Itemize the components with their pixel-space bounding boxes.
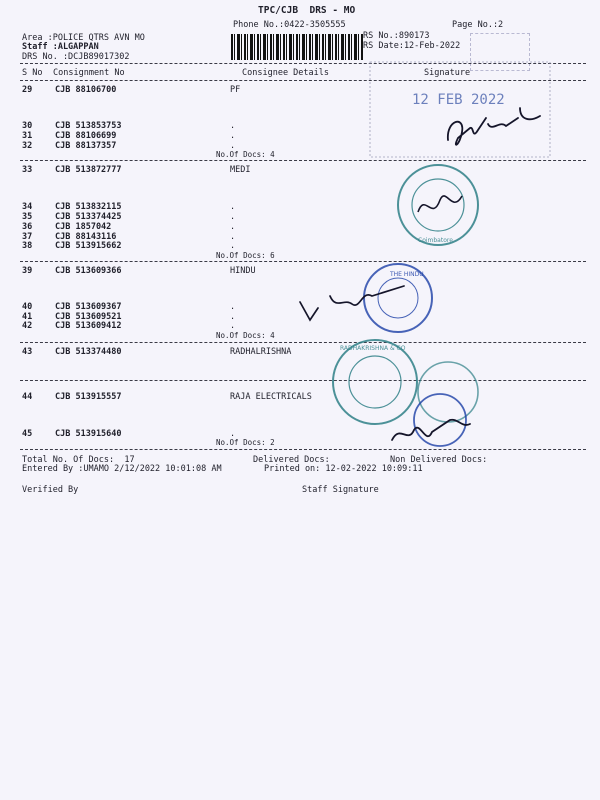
- row-sno: 45: [22, 429, 33, 439]
- row-sno: 37: [22, 232, 33, 242]
- row-sno: 35: [22, 212, 33, 222]
- date-stamp: 12 FEB 2022: [412, 92, 505, 108]
- printed-on: Printed on: 12-02-2022 10:09:11: [264, 464, 423, 474]
- row-consignee: .: [230, 212, 236, 222]
- phone-number: Phone No.:0422-3505555: [233, 20, 346, 30]
- area-label: Area :POLICE QTRS AVN MO: [22, 33, 145, 43]
- row-consignee: PF: [230, 85, 241, 95]
- col-signature: Signature: [424, 68, 471, 78]
- row-consignee: .: [230, 241, 236, 251]
- row-consignment: CJB 513609366: [55, 266, 122, 276]
- row-sno: 42: [22, 321, 33, 331]
- row-consignee: .: [230, 121, 236, 131]
- row-sno: 33: [22, 165, 33, 175]
- row-consignment: CJB 513915557: [55, 392, 122, 402]
- row-consignee: .: [230, 222, 236, 232]
- row-consignee: .: [230, 312, 236, 322]
- row-consignment: CJB 513374425: [55, 212, 122, 222]
- row-sno: 36: [22, 222, 33, 232]
- docs-count: No.Of Docs: 2: [216, 438, 275, 447]
- signature-3: [300, 286, 404, 320]
- seal-2-inner: [378, 278, 418, 318]
- row-sno: 43: [22, 347, 33, 357]
- row-consignment: CJB 88143116: [55, 232, 117, 242]
- row-consignee: .: [230, 141, 236, 151]
- row-consignment: CJB 513832115: [55, 202, 122, 212]
- row-consignment: CJB 513915662: [55, 241, 122, 251]
- seal-3-inner: [349, 356, 401, 408]
- row-consignee: .: [230, 202, 236, 212]
- non-delivered-docs: Non Delivered Docs:: [390, 455, 488, 465]
- row-consignee: MEDI: [230, 165, 251, 175]
- row-consignee: RAJA ELECTRICALS: [230, 392, 312, 402]
- seal-3-outer: [333, 340, 417, 424]
- row-consignment: CJB 513609412: [55, 321, 122, 331]
- staff-signature: Staff Signature: [302, 485, 379, 495]
- seal-1-text: Coimbatore: [418, 237, 453, 244]
- row-consignee: .: [230, 321, 236, 331]
- docs-count: No.Of Docs: 4: [216, 150, 275, 159]
- col-consignee: Consignee Details: [242, 68, 329, 78]
- faint-box: [370, 62, 550, 157]
- row-sno: 40: [22, 302, 33, 312]
- row-consignment: CJB 513915640: [55, 429, 122, 439]
- page-number: Page No.:2: [452, 20, 504, 30]
- sheet-title: TPC/CJB DRS - MO: [258, 5, 356, 16]
- row-consignment: CJB 88137357: [55, 141, 117, 151]
- row-consignee: .: [230, 302, 236, 312]
- entered-by: Entered By :UMAMO 2/12/2022 10:01:08 AM: [22, 464, 222, 474]
- row-sno: 41: [22, 312, 33, 322]
- signature-4: [392, 420, 470, 440]
- row-consignment: CJB 513853753: [55, 121, 122, 131]
- verified-by: Verified By: [22, 485, 79, 495]
- row-consignee: .: [230, 131, 236, 141]
- signature-1: [448, 108, 540, 145]
- row-sno: 31: [22, 131, 33, 141]
- row-sno: 30: [22, 121, 33, 131]
- delivered-docs: Delivered Docs:: [253, 455, 330, 465]
- row-sno: 34: [22, 202, 33, 212]
- row-consignee: RADHALRISHNA: [230, 347, 292, 357]
- row-sno: 32: [22, 141, 33, 151]
- total-docs: Total No. Of Docs: 17: [22, 455, 135, 465]
- rs-number: RS No.:890173: [363, 31, 430, 41]
- row-sno: 38: [22, 241, 33, 251]
- row-consignment: CJB 88106700: [55, 85, 117, 95]
- row-consignment: CJB 513374480: [55, 347, 122, 357]
- row-consignment: CJB 88106699: [55, 131, 117, 141]
- seal-4-outer: [418, 362, 478, 422]
- row-consignment: CJB 513872777: [55, 165, 122, 175]
- docs-count: No.Of Docs: 6: [216, 251, 275, 260]
- row-sno: 44: [22, 392, 33, 402]
- docs-count: No.Of Docs: 4: [216, 331, 275, 340]
- signature-2: [418, 196, 462, 212]
- row-consignment: CJB 513609367: [55, 302, 122, 312]
- row-sno: 29: [22, 85, 33, 95]
- staff-label: Staff :ALGAPPAN: [22, 42, 99, 52]
- row-consignee: .: [230, 429, 236, 439]
- seal-2-text: THE HINDU: [390, 271, 424, 278]
- row-consignee: HINDU: [230, 266, 256, 276]
- seal-3-text: RADHAKRISHNA & CO: [340, 345, 406, 352]
- row-consignment: CJB 513609521: [55, 312, 122, 322]
- row-consignment: CJB 1857042: [55, 222, 112, 232]
- rs-date: RS Date:12-Feb-2022: [363, 41, 461, 51]
- row-consignee: .: [230, 232, 236, 242]
- col-consignment: Consignment No: [53, 68, 125, 78]
- col-sno: S No: [22, 68, 43, 78]
- drs-number: DRS No. :DCJB89017302: [22, 52, 130, 62]
- row-sno: 39: [22, 266, 33, 276]
